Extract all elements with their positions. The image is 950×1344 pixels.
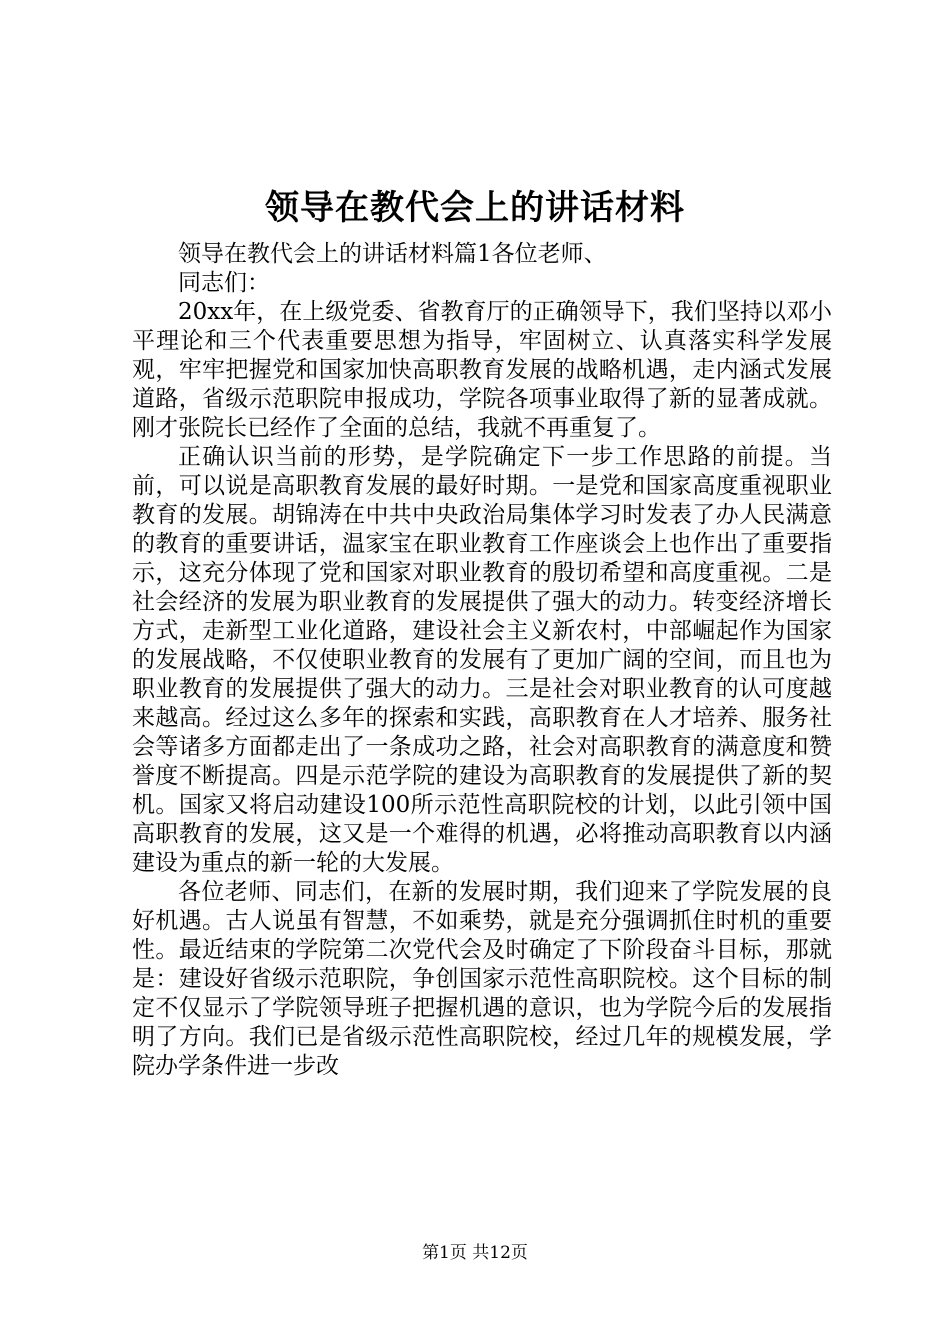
paragraph: 领导在教代会上的讲话材料篇1各位老师、 bbox=[178, 241, 607, 267]
document-body bbox=[132, 240, 832, 1081]
paragraph: 正确认识当前的形势，是学院确定下一步工作思路的前提。当前，可以说是高职教育发展的最好时期。一是党和国家高度重视职业教育的发展。胡锦涛在中共中央政治局集体学习时发表了办人民满意的教育的重要讲话，温家宝在职业教育工作座谈会上也作出了重要指示，这充分体现了党和国家对职业教育的殷切希望和高度重视。二是社会经济的发展为职业教育的发展提供了强大的动力。转变经济增长方式，走新型工业化道路，建设社会主义新农村，中部崛起作为国家的发展战略，不仅使职业教育的发展有了更加广阔的空间，而且也为职业教育的发展提供了强大的动力。三是社会对职业教育的认可度越来越高。经过这么多年的探索和实践，高职教育在人才培养、服务社会等诸多方面都走出了一条成功之路，社会对高职教育的满意度和赞誉度不断提高。四是示范学院的建设为高职教育的发展提供了新的契机。国家又将启动建设100所示范性高职院校的计划，以此引领中国高职教育的发展，这又是一个难得的机遇，必将推动高职教育以内涵建设为重点的新一轮的大发展。 bbox=[132, 444, 832, 876]
document-title: 领导在教代会上的讲话材料 bbox=[265, 188, 685, 228]
paragraph: 同志们： bbox=[178, 270, 270, 296]
paragraph: 各位老师、同志们，在新的发展时期，我们迎来了学院发展的良好机遇。古人说虽有智慧，不如乘势，就是充分强调抓住时机的重要性。最近结束的学院第二次党代会及时确定了下阶段奋斗目标，那就是：建设好省级示范职院，争创国家示范性高职院校。这个目标的制定不仅显示了学院领导班子把握机遇的意识，也为学院今后的发展指明了方向。我们已是省级示范性高职院校，经过几年的规模发展，学院办学条件进一步改 bbox=[132, 879, 832, 1079]
paragraph: 20xx年，在上级党委、省教育厅的正确领导下，我们坚持以邓小平理论和三个代表重要思想为指导，牢固树立、认真落实科学发展观，牢牢把握党和国家加快高职教育发展的战略机遇，走内涵式发展道路，省级示范职院申报成功，学院各项事业取得了新的显著成就。刚才张院长已经作了全面的总结，我就不再重复了。 bbox=[132, 299, 832, 441]
page-number-footer: 第1页 共12页 bbox=[422, 1243, 528, 1263]
